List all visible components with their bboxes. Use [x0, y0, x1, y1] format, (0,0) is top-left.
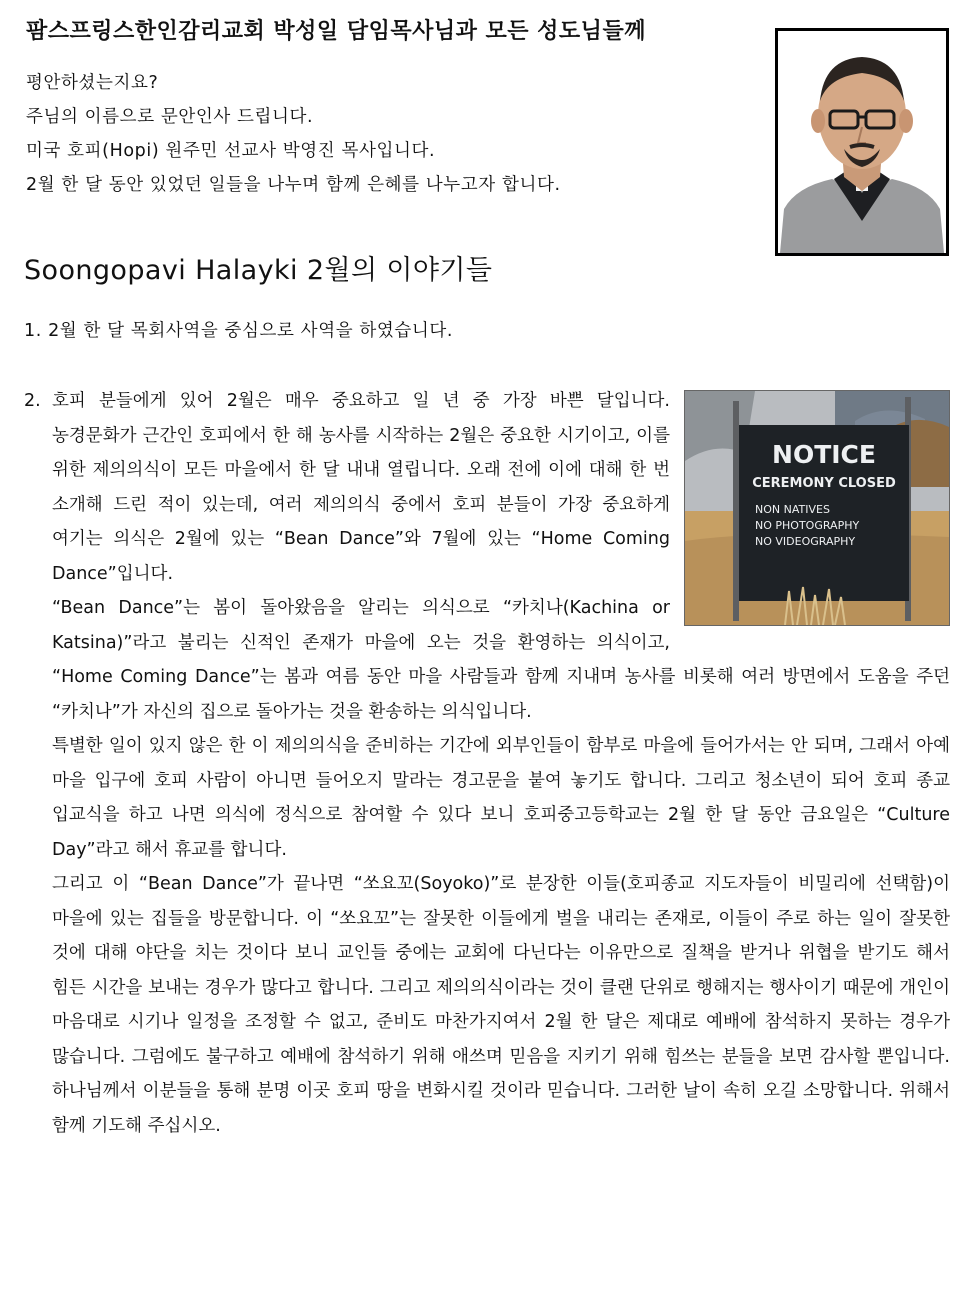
greeting-line: 2월 한 달 동안 있었던 일들을 나누며 함께 은혜를 나누고자 합니다. [26, 175, 561, 195]
paragraph: 호피 분들에게 있어 2월은 매우 중요하고 일 년 중 가장 바쁜 달입니다. 농경문화가 근간인 호피에서 한 해 농사를 시작하는 2월은 중요한 시기이고, 이를 위한 제의의식이 모든 마을에서 한 달 내내 열립니다. 오래 전에 이에 대해 한 번 소개해 드린 적이 있는데, 여러 제의의식 중에서 호피 분들이 가장 중요하게 여기는 의식은 2월에 있는 “Bean Dance”와 7월에 있는 “Home Coming Dance”입니다. [52, 391, 670, 584]
sign-line: NO PHOTOGRAPHY [755, 519, 860, 532]
greeting-line: 미국 호피(Hopi) 원주민 선교사 박영진 목사입니다. [26, 141, 436, 161]
letter-heading: 팜스프링스한인감리교회 박성일 담임목사님과 모든 성도님들께 [26, 19, 646, 44]
sign-subtitle: CEREMONY CLOSED [752, 476, 896, 491]
greeting-line: 평안하셨는지요? [26, 73, 159, 93]
paragraph: 특별한 일이 있지 않은 한 이 제의의식을 준비하는 기간에 외부인들이 함부로 마을에 들어가서는 안 되며, 그래서 아예 마을 입구에 호피 사람이 아니면 들어오지 말라는 경고문을 붙여 놓기도 합니다. 그리고 청소년이 되어 호피 종교 입교식을 하고 나면 의식에 정식으로 참여할 수 있다 보니 호피중고등학교는 2월 한 달 동안 금요일은 “Culture Day”라고 해서 휴교를 합니다. [52, 736, 950, 860]
list-item-number: 1. [24, 321, 42, 341]
sign-line: NO VIDEOGRAPHY [755, 535, 856, 548]
notice-sign-photo [684, 390, 950, 626]
greeting-line: 주님의 이름으로 문안인사 드립니다. [26, 107, 314, 127]
list-item-text: 2월 한 달 목회사역을 중심으로 사역을 하였습니다. [48, 321, 454, 341]
sign-line: NON NATIVES [755, 503, 830, 516]
sign-title: NOTICE [772, 440, 876, 469]
portrait-photo [778, 31, 946, 253]
missionary-portrait [775, 28, 949, 256]
greeting-block [26, 66, 766, 202]
section-title: Soongopavi Halayki 2월의 이야기들 [24, 255, 493, 286]
list-item [24, 314, 924, 348]
paragraph: 그리고 이 “Bean Dance”가 끝나면 “쏘요꼬(Soyoko)”로 분장한 이들(호피종교 지도자들이 비밀리에 선택함)이 마을에 있는 집들을 방문합니다. 이 “쏘요꼬”는 잘못한 이들에게 벌을 내리는 존재로, 이들이 주로 하는 일이 잘못한 것에 대해 야단을 치는 것이다 보니 교인들 중에는 교회에 다닌다는 이유만으로 질책을 받거나 위협을 받기도 해서 힘든 시간을 보내는 경우가 많다고 합니다. 그리고 제의의식이라는 것이 클랜 단위로 행해지는 행사이기 때문에 개인이 마음대로 시기나 일정을 조정할 수 없고, 준비도 마찬가지여서 2월 한 달은 제대로 예배에 참석하지 못하는 경우가 많습니다. 그럼에도 불구하고 예배에 참석하기 위해 애쓰며 믿음을 지키기 위해 힘쓰는 분들을 보면 감사할 뿐입니다. 하나님께서 이분들을 통해 분명 이곳 호피 땅을 변화시킬 것이라 믿습니다. 그러한 날이 속히 오길 소망합니다. 위해서 함께 기도해 주십시오. [52, 874, 950, 1136]
list-item-number: 2. [24, 391, 41, 411]
list-item-body [52, 384, 950, 1143]
paragraph: “Bean Dance”는 봄이 돌아왔음을 알리는 의식으로 “카치나(Kachina or Katsina)”라고 불리는 신적인 존재가 마을에 오는 것을 환영하는 의식이고, “Home Coming Dance”는 봄과 여름 동안 마을 사람들과 함께 지내며 농사를 비롯해 여러 방면에서 도움을 주던 “카치나”가 자신의 집으로 돌아가는 것을 환송하는 의식입니다. [52, 598, 950, 722]
